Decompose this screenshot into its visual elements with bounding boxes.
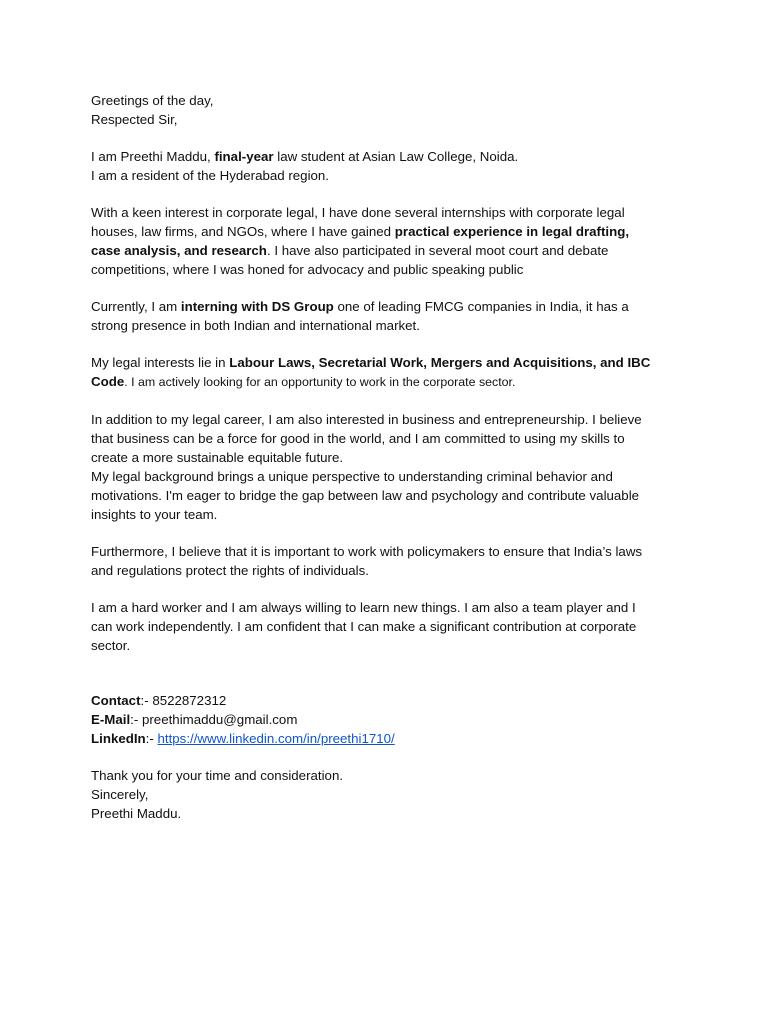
experience-bold-2: case analysis, and research xyxy=(91,243,267,258)
linkedin-link[interactable]: https://www.linkedin.com/in/preethi1710/ xyxy=(157,731,395,746)
worker-line-1: I am a hard worker and I am always willing to learn new things. I am also a team player and I xyxy=(91,600,636,615)
intro-text-end: law student at Asian Law College, Noida. xyxy=(273,149,519,164)
contact-phone-label: Contact xyxy=(91,693,141,708)
interests-bold: Labour Laws, Secretarial Work, Mergers and Acquisitions, and IBC xyxy=(229,355,651,370)
thanks-line: Thank you for your time and consideration. xyxy=(91,768,344,783)
contact-linkedin xyxy=(91,729,681,748)
experience-line-2 xyxy=(91,222,681,241)
contact-email xyxy=(91,710,681,729)
business-line-2: that business can be a force for good in the world, and I am committed to using my skills to xyxy=(91,431,625,446)
current-line-2: strong presence in both Indian and international market. xyxy=(91,318,420,333)
contact-linkedin-separator: :- xyxy=(145,731,158,746)
sincerely-line: Sincerely, xyxy=(91,787,149,802)
greeting-paragraph xyxy=(91,91,681,129)
contact-linkedin-label: LinkedIn xyxy=(91,731,146,746)
business-line-5: motivations. I'm eager to bridge the gap between law and psychology and contribute valuable xyxy=(91,488,640,503)
experience-text: houses, law firms, and NGOs, where I have gained xyxy=(91,224,395,239)
contact-email-label: E-Mail xyxy=(91,712,131,727)
contact-email-value: :- preethimaddu@gmail.com xyxy=(130,712,298,727)
residence-line: I am a resident of the Hyderabad region. xyxy=(91,168,330,183)
closing-block xyxy=(91,766,681,823)
experience-text-2: . I have also participated in several moot court and debate xyxy=(266,243,609,258)
experience-line-1: With a keen interest in corporate legal, I have done several internships with corporate legal xyxy=(91,205,625,220)
experience-line-3 xyxy=(91,241,681,260)
worker-paragraph xyxy=(91,598,681,655)
signature-name: Preethi Maddu. xyxy=(91,806,182,821)
policy-line-2: and regulations protect the rights of individuals. xyxy=(91,563,369,578)
business-line-1: In addition to my legal career, I am also interested in business and entrepreneurship. I believe xyxy=(91,412,642,427)
interests-line-1 xyxy=(91,353,681,372)
business-line-6: insights to your team. xyxy=(91,507,218,522)
policy-paragraph xyxy=(91,542,681,580)
experience-paragraph xyxy=(91,203,681,279)
salutation-line: Respected Sir, xyxy=(91,112,178,127)
intro-line xyxy=(91,147,681,166)
business-line-3: create a more sustainable equitable future. xyxy=(91,450,344,465)
current-text-end: one of leading FMCG companies in India, it has a xyxy=(333,299,629,314)
worker-line-2: can work independently. I am confident that I can make a significant contribution at corporate xyxy=(91,619,637,634)
experience-line-4: competitions, where I was honed for advocacy and public speaking public xyxy=(91,262,524,277)
contact-phone xyxy=(91,691,681,710)
business-paragraph xyxy=(91,410,681,524)
experience-bold: practical experience in legal drafting, xyxy=(394,224,630,239)
current-line-1 xyxy=(91,297,681,316)
intro-bold: final-year xyxy=(214,149,274,164)
interests-text-2: . I am actively looking for an opportunity to work in the corporate sector. xyxy=(124,375,516,389)
interests-text: My legal interests lie in xyxy=(91,355,230,370)
current-text: Currently, I am xyxy=(91,299,181,314)
contact-block xyxy=(91,691,681,748)
intro-paragraph xyxy=(91,147,681,185)
policy-line-1: Furthermore, I believe that it is important to work with policymakers to ensure that India’s laws xyxy=(91,544,643,559)
interests-paragraph xyxy=(91,353,681,392)
current-bold: interning with DS Group xyxy=(180,299,334,314)
cover-letter xyxy=(91,91,681,823)
contact-phone-value: :- 8522872312 xyxy=(140,693,227,708)
current-paragraph xyxy=(91,297,681,335)
interests-line-2 xyxy=(91,372,681,392)
worker-line-3: sector. xyxy=(91,638,131,653)
intro-text: I am Preethi Maddu, xyxy=(91,149,215,164)
interests-bold-2: Code xyxy=(91,374,125,389)
greeting-line: Greetings of the day, xyxy=(91,93,214,108)
business-line-4: My legal background brings a unique perspective to understanding criminal behavior and xyxy=(91,469,613,484)
